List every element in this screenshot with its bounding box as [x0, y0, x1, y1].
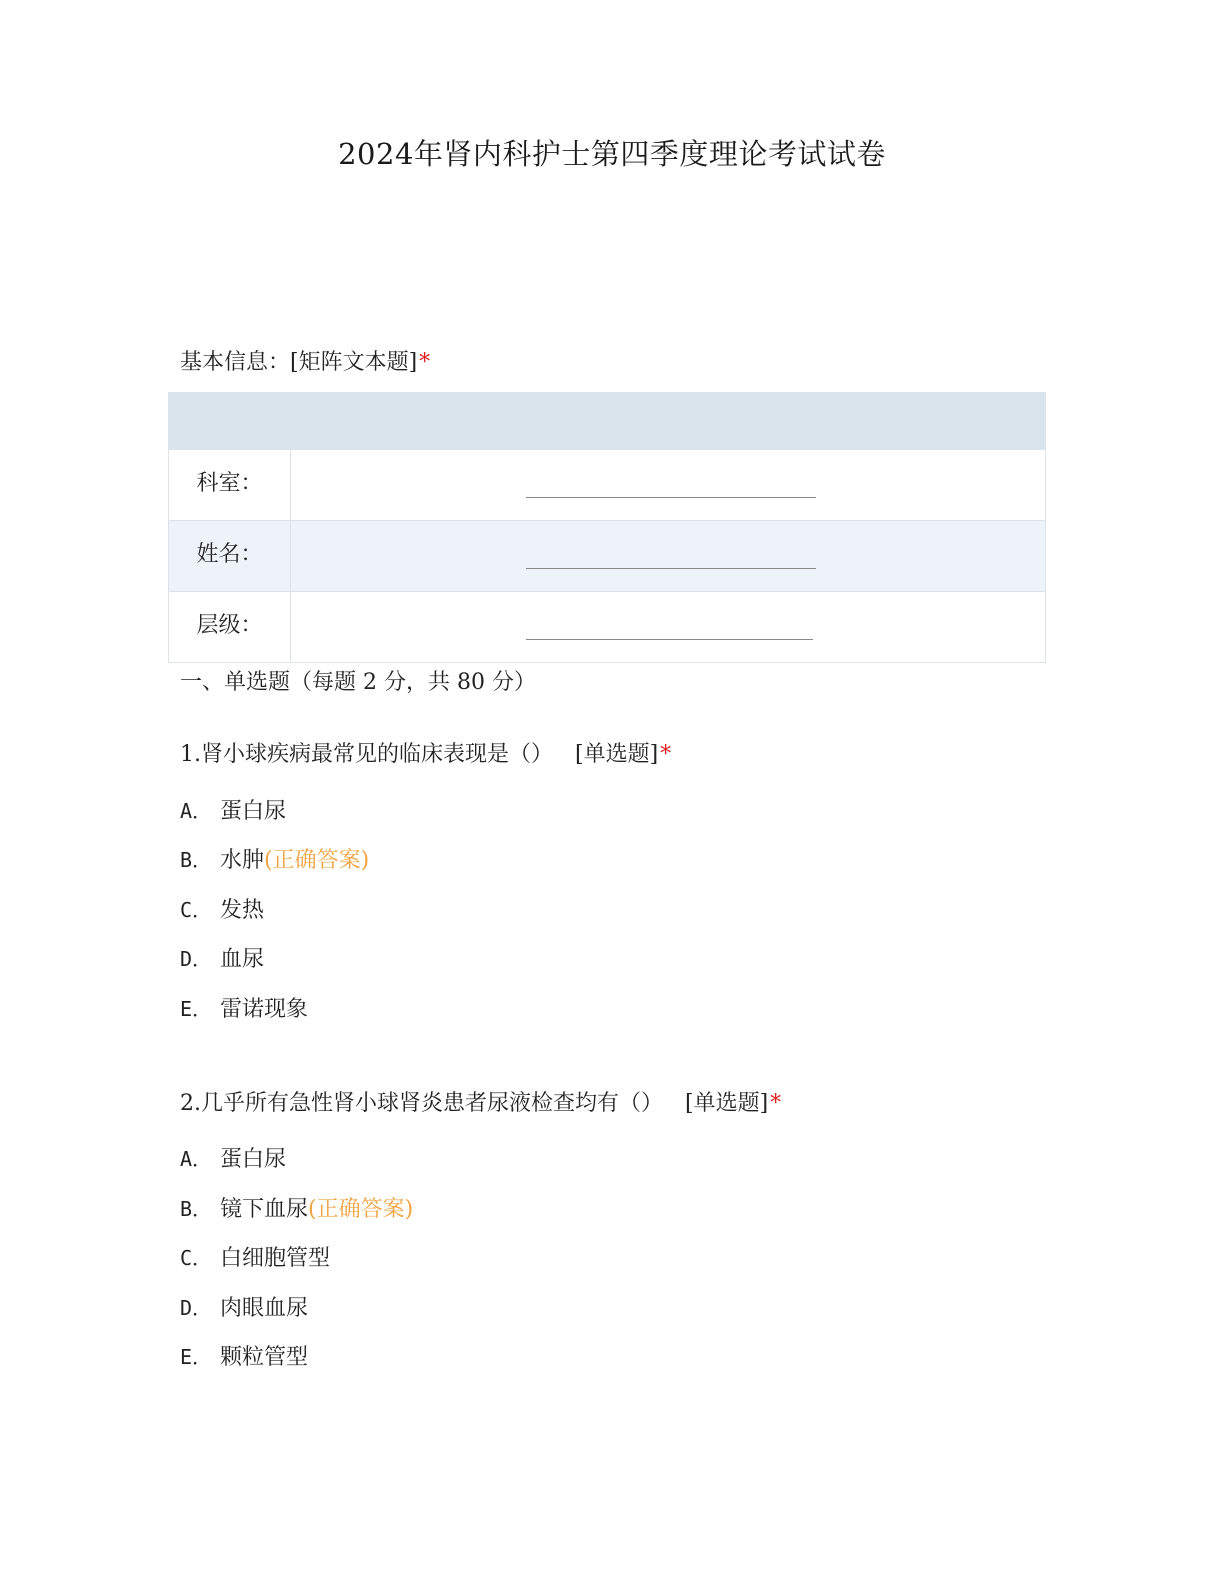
option-1a[interactable]	[180, 794, 286, 825]
option-letter: C．	[180, 1246, 213, 1270]
table-row-name	[169, 521, 1046, 592]
option-2a[interactable]	[180, 1142, 286, 1173]
option-text: 镜下血尿	[220, 1197, 309, 1222]
option-letter: C．	[180, 898, 213, 922]
option-text: 雷诺现象	[220, 997, 309, 1022]
option-1e[interactable]	[180, 992, 308, 1023]
table-header-row	[169, 393, 1046, 450]
option-2c[interactable]	[180, 1241, 330, 1272]
option-text: 发热	[220, 898, 265, 923]
name-field[interactable]	[291, 521, 1046, 592]
option-letter: B．	[180, 848, 213, 872]
question-2	[180, 1086, 781, 1117]
blank-line	[526, 639, 813, 640]
option-letter: E．	[180, 1345, 213, 1369]
option-2e[interactable]	[180, 1340, 308, 1371]
option-letter: A．	[180, 799, 213, 823]
option-text: 白细胞管型	[220, 1246, 331, 1271]
basic-info-label-text: 基本信息：[矩阵文本题]	[180, 350, 418, 375]
required-mark: *	[660, 742, 672, 767]
option-text: 血尿	[220, 947, 265, 972]
table-header-cell	[291, 393, 1046, 450]
level-field[interactable]	[291, 592, 1046, 663]
question-2-text: 2.几乎所有急性肾小球肾炎患者尿液检查均有（）	[180, 1091, 663, 1116]
question-type-label: [单选题]	[685, 1091, 769, 1116]
department-label: 科室：	[169, 450, 291, 521]
blank-line	[526, 497, 816, 498]
section-heading: 一、单选题（每题 2 分，共 80 分）	[180, 670, 536, 695]
basic-info-table	[168, 392, 1046, 663]
option-2b[interactable]	[180, 1192, 413, 1223]
option-2d[interactable]	[180, 1291, 308, 1322]
table-row-level	[169, 592, 1046, 663]
option-letter: D．	[180, 947, 213, 971]
table-row-department	[169, 450, 1046, 521]
option-text: 水肿	[220, 848, 265, 873]
required-mark: *	[419, 350, 431, 375]
option-1b[interactable]	[180, 843, 369, 874]
option-text: 蛋白尿	[220, 799, 287, 824]
correct-answer-mark: (正确答案)	[308, 1197, 414, 1222]
option-1d[interactable]	[180, 942, 264, 973]
table-header-cell	[169, 393, 291, 450]
question-1	[180, 737, 671, 768]
basic-info-label	[180, 345, 430, 376]
option-1c[interactable]	[180, 893, 264, 924]
department-field[interactable]	[291, 450, 1046, 521]
question-type-label: [单选题]	[575, 742, 659, 767]
option-letter: D．	[180, 1296, 213, 1320]
option-letter: B．	[180, 1197, 213, 1221]
name-label: 姓名：	[169, 521, 291, 592]
question-1-text: 1.肾小球疾病最常见的临床表现是（）	[180, 742, 553, 767]
option-text: 蛋白尿	[220, 1147, 287, 1172]
blank-line	[526, 568, 816, 569]
option-text: 颗粒管型	[220, 1345, 309, 1370]
option-letter: A．	[180, 1147, 213, 1171]
page-title: 2024年肾内科护士第四季度理论考试试卷	[338, 137, 886, 171]
required-mark: *	[770, 1091, 782, 1116]
option-letter: E．	[180, 997, 213, 1021]
level-label: 层级：	[169, 592, 291, 663]
option-text: 肉眼血尿	[220, 1296, 309, 1321]
correct-answer-mark: (正确答案)	[264, 848, 370, 873]
